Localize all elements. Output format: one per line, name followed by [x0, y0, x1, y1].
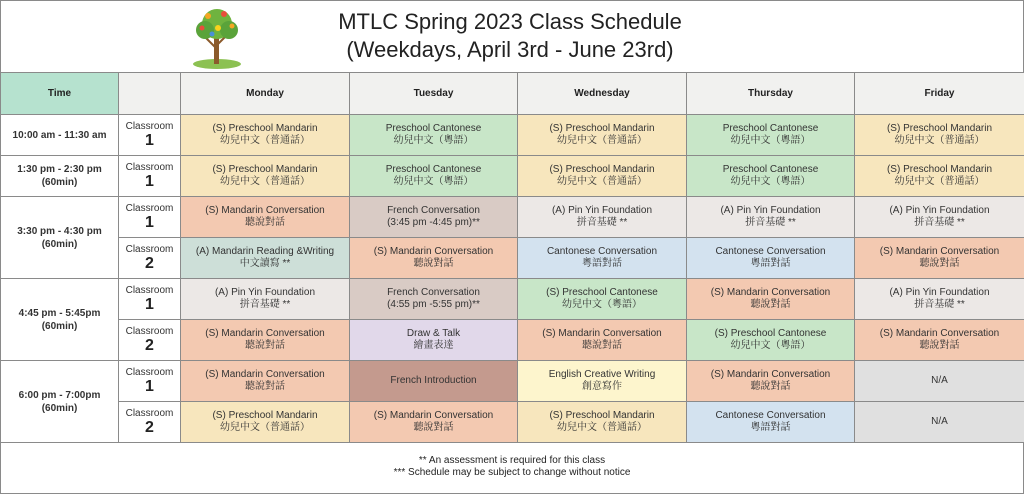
class-cell [350, 156, 518, 197]
time-slot [1, 361, 119, 443]
class-cell [181, 115, 350, 156]
class-cell [350, 402, 518, 443]
class-name: (S) Preschool Mandarin [212, 123, 318, 134]
class-subtitle: 創意寫作 [582, 381, 622, 392]
class-subtitle: 幼兒中文（粵語） [393, 135, 474, 146]
class-subtitle: 聽說對話 [919, 340, 960, 351]
class-cell [855, 238, 1024, 279]
class-cell [350, 361, 518, 402]
class-cell [518, 402, 687, 443]
class-subtitle: 幼兒中文（粵語） [393, 176, 474, 187]
class-subtitle: 聽說對話 [750, 381, 791, 392]
class-subtitle: 幼兒中文（粵語） [730, 135, 811, 146]
class-name: Preschool Cantonese [722, 123, 819, 134]
class-name: (A) Pin Yin Foundation [889, 287, 990, 298]
time-header: Time [1, 73, 119, 115]
class-name: (S) Preschool Mandarin [549, 410, 655, 421]
class-name: French Introduction [390, 375, 477, 386]
class-subtitle: 幼兒中文（普通話） [557, 135, 647, 146]
time-range: 6:00 pm - 7:00pm [18, 389, 101, 401]
class-cell [350, 197, 518, 238]
class-name: N/A [931, 375, 948, 386]
class-name: (S) Mandarin Conversation [710, 369, 831, 380]
class-subtitle: 拼音基礎 ** [239, 299, 291, 310]
class-name: (S) Mandarin Conversation [205, 369, 325, 380]
class-name: (S) Mandarin Conversation [205, 328, 325, 339]
class-cell [181, 320, 350, 361]
class-subtitle: 幼兒中文（普通話） [894, 176, 985, 187]
classroom-label: Classroom [125, 285, 174, 296]
class-subtitle: 聽說對話 [413, 422, 454, 433]
class-cell [181, 279, 350, 320]
day-header-monday: Monday [181, 73, 350, 115]
class-subtitle: 聽說對話 [582, 340, 622, 351]
class-name: (A) Pin Yin Foundation [551, 205, 653, 216]
class-name: (S) Preschool Mandarin [549, 164, 655, 175]
class-subtitle: 粵語對話 [750, 258, 791, 269]
day-header-tuesday: Tuesday [350, 73, 518, 115]
class-cell [181, 402, 350, 443]
class-cell [518, 197, 687, 238]
class-name: Cantonese Conversation [546, 246, 658, 257]
class-cell [855, 402, 1024, 443]
class-cell [687, 279, 855, 320]
classroom-label: Classroom [125, 203, 174, 214]
class-cell [350, 238, 518, 279]
classroom-cell [119, 115, 181, 156]
class-cell [181, 156, 350, 197]
class-name: (A) Pin Yin Foundation [889, 205, 990, 216]
footer [0, 455, 1024, 479]
class-name: (S) Mandarin Conversation [879, 246, 1000, 257]
class-subtitle: 中文讀寫 ** [239, 258, 291, 269]
class-subtitle: 拼音基礎 ** [745, 217, 796, 228]
header [0, 0, 1022, 72]
class-cell [855, 279, 1024, 320]
class-name: Preschool Cantonese [722, 164, 819, 175]
class-name: Cantonese Conversation [715, 246, 826, 257]
class-subtitle: 幼兒中文（普通話） [894, 135, 985, 146]
class-cell [350, 115, 518, 156]
classroom-cell [119, 402, 181, 443]
time-slot [1, 279, 119, 361]
class-subtitle: 幼兒中文（普通話） [220, 176, 310, 187]
class-cell [855, 115, 1024, 156]
classroom-number: 2 [145, 419, 154, 436]
class-name: (S) Preschool Mandarin [212, 164, 318, 175]
class-name: (S) Mandarin Conversation [542, 328, 662, 339]
classroom-label: Classroom [125, 408, 174, 419]
schedule-row [1, 320, 1024, 361]
class-name: (S) Preschool Mandarin [886, 164, 993, 175]
class-name: (S) Preschool Mandarin [549, 123, 655, 134]
class-name: (A) Pin Yin Foundation [720, 205, 821, 216]
class-name: (S) Mandarin Conversation [710, 287, 831, 298]
time-range: 3:30 pm - 4:30 pm [17, 225, 102, 237]
schedule-row [1, 402, 1024, 443]
classroom-number: 1 [145, 173, 154, 190]
class-subtitle: 幼兒中文（普通話） [557, 422, 647, 433]
time-duration: (60min) [41, 238, 78, 250]
time-duration: (60min) [41, 402, 78, 414]
classroom-number: 1 [145, 132, 154, 149]
class-name: French Conversation [387, 287, 480, 298]
class-name: French Conversation [387, 205, 480, 216]
class-cell [350, 279, 518, 320]
class-name: (S) Mandarin Conversation [373, 410, 494, 421]
schedule-row [1, 238, 1024, 279]
class-name: (S) Preschool Mandarin [886, 123, 993, 134]
classroom-label: Classroom [125, 244, 174, 255]
class-name: (A) Mandarin Reading &Writing [195, 246, 335, 257]
class-name: (S) Preschool Mandarin [212, 410, 318, 421]
class-name: (S) Mandarin Conversation [205, 205, 325, 216]
class-subtitle: 幼兒中文（粵語） [730, 176, 811, 187]
classroom-label: Classroom [125, 367, 174, 378]
time-slot [1, 115, 119, 156]
time-duration: (60min) [41, 177, 78, 188]
time-slot [1, 197, 119, 279]
footnote-assessment: ** An assessment is required for this class [418, 455, 606, 466]
class-cell [518, 156, 687, 197]
class-subtitle: 幼兒中文（普通話） [220, 135, 310, 146]
schedule-row [1, 115, 1024, 156]
class-subtitle: 聽說對話 [245, 340, 285, 351]
classroom-cell [119, 238, 181, 279]
class-cell [181, 197, 350, 238]
class-subtitle: 聽說對話 [919, 258, 960, 269]
class-name: Cantonese Conversation [715, 410, 826, 421]
class-subtitle: 聽說對話 [750, 299, 791, 310]
title-line-2: (Weekdays, April 3rd - June 23rd) [346, 37, 674, 62]
class-cell [687, 320, 855, 361]
class-subtitle: 幼兒中文（普通話） [220, 422, 310, 433]
class-cell [687, 402, 855, 443]
classroom-label: Classroom [125, 326, 174, 337]
class-name: (S) Mandarin Conversation [879, 328, 1000, 339]
classroom-cell [119, 279, 181, 320]
class-subtitle: 拼音基礎 ** [576, 217, 628, 228]
class-subtitle: 聽說對話 [245, 381, 285, 392]
class-cell [855, 320, 1024, 361]
class-subtitle: 聽說對話 [413, 258, 454, 269]
class-name: (S) Preschool Cantonese [546, 287, 658, 298]
class-name: Preschool Cantonese [385, 123, 482, 134]
classroom-number: 1 [145, 378, 154, 395]
class-subtitle: 拼音基礎 ** [914, 299, 965, 310]
title-line-1: MTLC Spring 2023 Class Schedule [338, 9, 682, 34]
class-cell [518, 279, 687, 320]
class-cell [687, 361, 855, 402]
time-range: 1:30 pm - 2:30 pm [17, 164, 102, 175]
day-header-wednesday: Wednesday [518, 73, 687, 115]
class-subtitle: 幼兒中文（粵語） [730, 340, 811, 351]
class-name: (S) Mandarin Conversation [373, 246, 494, 257]
class-cell [855, 361, 1024, 402]
class-cell [518, 361, 687, 402]
classroom-label: Classroom [125, 121, 174, 132]
classroom-number: 2 [145, 337, 154, 354]
class-subtitle: 粵語對話 [582, 258, 622, 269]
class-cell [518, 320, 687, 361]
classroom-number: 1 [145, 214, 154, 231]
schedule-row [1, 279, 1024, 320]
class-subtitle: 拼音基礎 ** [914, 217, 965, 228]
schedule-row [1, 361, 1024, 402]
classroom-cell [119, 361, 181, 402]
classroom-cell [119, 320, 181, 361]
time-slot [1, 156, 119, 197]
day-header-friday: Friday [855, 73, 1024, 115]
class-subtitle: 粵語對話 [750, 422, 791, 433]
tree-icon [188, 4, 246, 70]
class-subtitle: 繪畫表達 [413, 340, 454, 351]
header-row [1, 73, 1024, 115]
class-name: (A) Pin Yin Foundation [214, 287, 316, 298]
time-range: 10:00 am - 11:30 am [12, 129, 107, 141]
class-cell [350, 320, 518, 361]
class-cell [687, 115, 855, 156]
class-subtitle: 聽說對話 [245, 217, 285, 228]
classroom-cell [119, 156, 181, 197]
class-subtitle: (3:45 pm -4:45 pm)** [387, 217, 480, 228]
day-header-thursday: Thursday [687, 73, 855, 115]
classroom-header [119, 73, 181, 115]
class-name: N/A [931, 416, 948, 427]
time-duration: (60min) [41, 320, 78, 332]
time-range: 4:45 pm - 5:45pm [18, 307, 101, 319]
class-cell [518, 115, 687, 156]
class-cell [687, 238, 855, 279]
class-cell [855, 156, 1024, 197]
classroom-label: Classroom [125, 162, 174, 173]
class-subtitle: 幼兒中文（粵語） [562, 299, 642, 310]
classroom-number: 1 [145, 296, 154, 313]
classroom-cell [119, 197, 181, 238]
class-name: English Creative Writing [548, 369, 656, 380]
class-name: (S) Preschool Cantonese [714, 328, 827, 339]
footnote-schedule-change: *** Schedule may be subject to change without notice [393, 467, 631, 478]
class-name: Draw & Talk [406, 328, 461, 339]
class-cell [518, 238, 687, 279]
class-cell [687, 197, 855, 238]
classroom-number: 2 [145, 255, 154, 272]
schedule-table [0, 72, 1024, 443]
class-cell [687, 156, 855, 197]
class-cell [181, 361, 350, 402]
class-name: Preschool Cantonese [385, 164, 482, 175]
class-subtitle: 幼兒中文（普通話） [557, 176, 647, 187]
class-cell [181, 238, 350, 279]
class-subtitle: (4:55 pm -5:55 pm)** [387, 299, 480, 310]
class-cell [855, 197, 1024, 238]
page-title [280, 8, 740, 64]
schedule-row [1, 156, 1024, 197]
schedule-row [1, 197, 1024, 238]
